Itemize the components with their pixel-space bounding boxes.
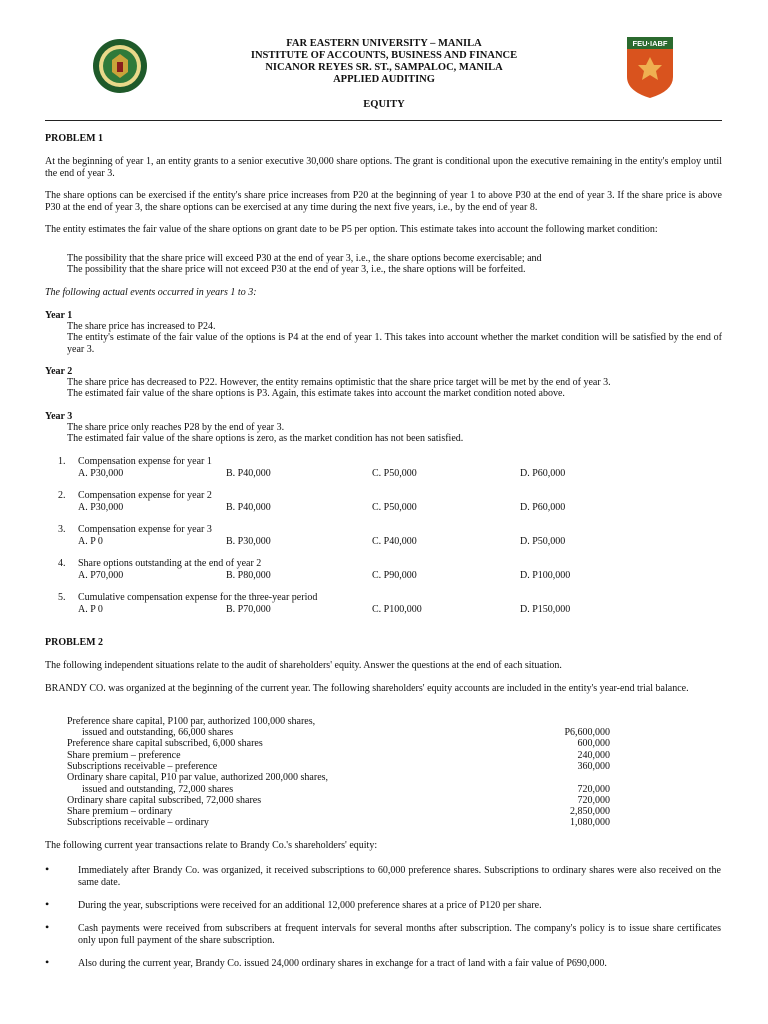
trial-balance-row-amount: 1,080,000 xyxy=(570,817,610,828)
problem1-paragraph-3: The entity estimates the fair value of the share options on grant date to be P5 per option. This estimate takes into account the following market condition: xyxy=(45,224,658,235)
bullet-text: Cash payments were received from subscribers at frequent intervals for several months after subscription. The company's policy is to issue share certificates only upon full payment of the share subscription. xyxy=(78,923,721,946)
problem2-heading: PROBLEM 2 xyxy=(45,637,104,648)
svg-text:FEU·IABF: FEU·IABF xyxy=(632,39,668,48)
header-line-4: APPLIED AUDITING xyxy=(333,74,435,85)
trial-balance-row-label: Share premium – ordinary xyxy=(67,806,173,817)
trial-balance-row-amount: 600,000 xyxy=(577,738,610,749)
trial-balance-row-label: Ordinary share capital subscribed, 72,000 shares xyxy=(67,795,262,806)
question-number: 3. xyxy=(58,524,66,535)
option-d: D. P60,000 xyxy=(520,501,566,513)
problem1-paragraph-1: At the beginning of year 1, an entity grants to a senior executive 30,000 share options. The grant is conditional upon the executive remaining in the entity's employ until the end of year 3. xyxy=(45,156,722,179)
problem2-intro: The following independent situations relate to the audit of shareholders' equity. Answer the questions at the end of each situation. xyxy=(45,660,562,671)
year1-event-b: The entity's estimate of the fair value of the options is P4 at the end of year 1. This takes into account whether the market condition will be satisfied by the end of year 3. xyxy=(67,332,722,355)
option-d: D. P60,000 xyxy=(520,467,566,479)
option-c: C. P50,000 xyxy=(372,467,417,479)
option-c: C. P40,000 xyxy=(372,535,417,547)
year3-event-b: The estimated fair value of the share options is zero, as the market condition has not been satisfied. xyxy=(67,433,464,444)
option-d: D. P50,000 xyxy=(520,535,566,547)
option-c: C. P50,000 xyxy=(372,501,417,513)
trial-balance-row-label: Preference share capital, P100 par, authorized 100,000 shares, xyxy=(67,716,316,727)
option-c: C. P100,000 xyxy=(372,603,422,615)
trial-balance-row-label: Share premium – preference xyxy=(67,750,181,761)
trial-balance-row-amount: 2,850,000 xyxy=(570,806,610,817)
problem1-paragraph-2: The share options can be exercised if the entity's share price increases from P20 at the beginning of year 1 to above P30 at the end of year 3. If the share price is above P30 at the end of year 3, the share options can be exercised at any time during the next five years, i.e., by the end of year 8. xyxy=(45,190,722,213)
option-b: B. P70,000 xyxy=(226,603,271,615)
year1-event-a: The share price has increased to P24. xyxy=(67,321,216,332)
year1-label: Year 1 xyxy=(45,310,73,321)
document-header xyxy=(0,38,768,111)
question-number: 4. xyxy=(58,558,66,569)
question-stem: Compensation expense for year 2 xyxy=(78,490,212,501)
option-d: D. P100,000 xyxy=(520,569,571,581)
option-b: B. P30,000 xyxy=(226,535,271,547)
option-a: A. P30,000 xyxy=(78,501,124,513)
header-divider xyxy=(45,120,722,121)
trial-balance-row-amount: P6,600,000 xyxy=(564,727,610,738)
question-stem: Share options outstanding at the end of year 2 xyxy=(78,558,262,569)
year3-event-a: The share price only reaches P28 by the end of year 3. xyxy=(67,422,285,433)
trial-balance-row-amount: 720,000 xyxy=(577,784,610,795)
question-stem: Compensation expense for year 3 xyxy=(78,524,212,535)
trial-balance-row-amount: 720,000 xyxy=(577,795,610,806)
question-number: 5. xyxy=(58,592,66,603)
option-d: D. P150,000 xyxy=(520,603,571,615)
header-line-3: NICANOR REYES SR. ST., SAMPALOC, MANILA xyxy=(265,62,503,73)
trial-balance-row-amount: 360,000 xyxy=(577,761,610,772)
trial-balance-row-label: issued and outstanding, 66,000 shares xyxy=(67,727,234,738)
bullet-icon: • xyxy=(45,920,50,934)
bullet-text: Immediately after Brandy Co. was organized, it received subscriptions to 60,000 preference shares. Subscriptions to ordinary shares were also received on the same date. xyxy=(78,865,721,888)
transactions-intro: The following current year transactions relate to Brandy Co.'s shareholders' equity: xyxy=(45,840,378,851)
bullet-icon: • xyxy=(45,897,50,911)
events-intro: The following actual events occurred in years 1 to 3: xyxy=(45,287,257,298)
option-b: B. P80,000 xyxy=(226,569,271,581)
header-line-1: FAR EASTERN UNIVERSITY – MANILA xyxy=(286,38,482,49)
bullet-icon: • xyxy=(45,955,50,969)
option-a: A. P 0 xyxy=(78,603,103,615)
bullet-text: Also during the current year, Brandy Co. issued 24,000 ordinary shares in exchange for a tract of land with a fair value of P690,000. xyxy=(78,958,607,969)
option-b: B. P40,000 xyxy=(226,501,271,513)
trial-balance-row-label: Preference share capital subscribed, 6,000 shares xyxy=(67,738,263,749)
trial-balance-row-label: issued and outstanding, 72,000 shares xyxy=(67,784,234,795)
option-b: B. P40,000 xyxy=(226,467,271,479)
trial-balance-row-label: Subscriptions receivable – preference xyxy=(67,761,218,772)
market-condition-2: The possibility that the share price will not exceed P30 at the end of year 3, i.e., the share options will be forfeited. xyxy=(67,264,526,275)
header-line-2: INSTITUTE OF ACCOUNTS, BUSINESS AND FINANCE xyxy=(250,50,518,61)
problem1-heading: PROBLEM 1 xyxy=(45,133,104,144)
document-title: EQUITY xyxy=(363,99,405,110)
year2-label: Year 2 xyxy=(45,366,73,377)
option-c: C. P90,000 xyxy=(372,569,417,581)
bullet-text: During the year, subscriptions were received for an additional 12,000 preference shares at a price of P120 per share. xyxy=(78,900,542,911)
question-number: 2. xyxy=(58,490,66,501)
option-a: A. P30,000 xyxy=(78,467,124,479)
year2-event-a: The share price has decreased to P22. However, the entity remains optimistic that the share price target will be met by the end of year 3. xyxy=(67,377,611,388)
question-stem: Compensation expense for year 1 xyxy=(78,456,212,467)
brandy-description: BRANDY CO. was organized at the beginning of the current year. The following shareholders' equity accounts are included in the entity's year-end trial balance. xyxy=(45,683,689,694)
bullet-icon: • xyxy=(45,862,50,876)
year2-event-b: The estimated fair value of the share options is P3. Again, this estimate takes into account the market condition noted above. xyxy=(67,388,565,399)
question-number: 1. xyxy=(58,456,66,467)
trial-balance-row-label: Ordinary share capital, P10 par value, authorized 200,000 shares, xyxy=(67,772,329,783)
trial-balance-row-amount: 240,000 xyxy=(577,750,610,761)
option-a: A. P70,000 xyxy=(78,569,124,581)
market-condition-1: The possibility that the share price will exceed P30 at the end of year 3, i.e., the share options become exercisable; and xyxy=(67,253,542,264)
trial-balance-row-label: Subscriptions receivable – ordinary xyxy=(67,817,209,828)
question-stem: Cumulative compensation expense for the three-year period xyxy=(78,592,318,603)
option-a: A. P 0 xyxy=(78,535,103,547)
year3-label: Year 3 xyxy=(45,411,73,422)
